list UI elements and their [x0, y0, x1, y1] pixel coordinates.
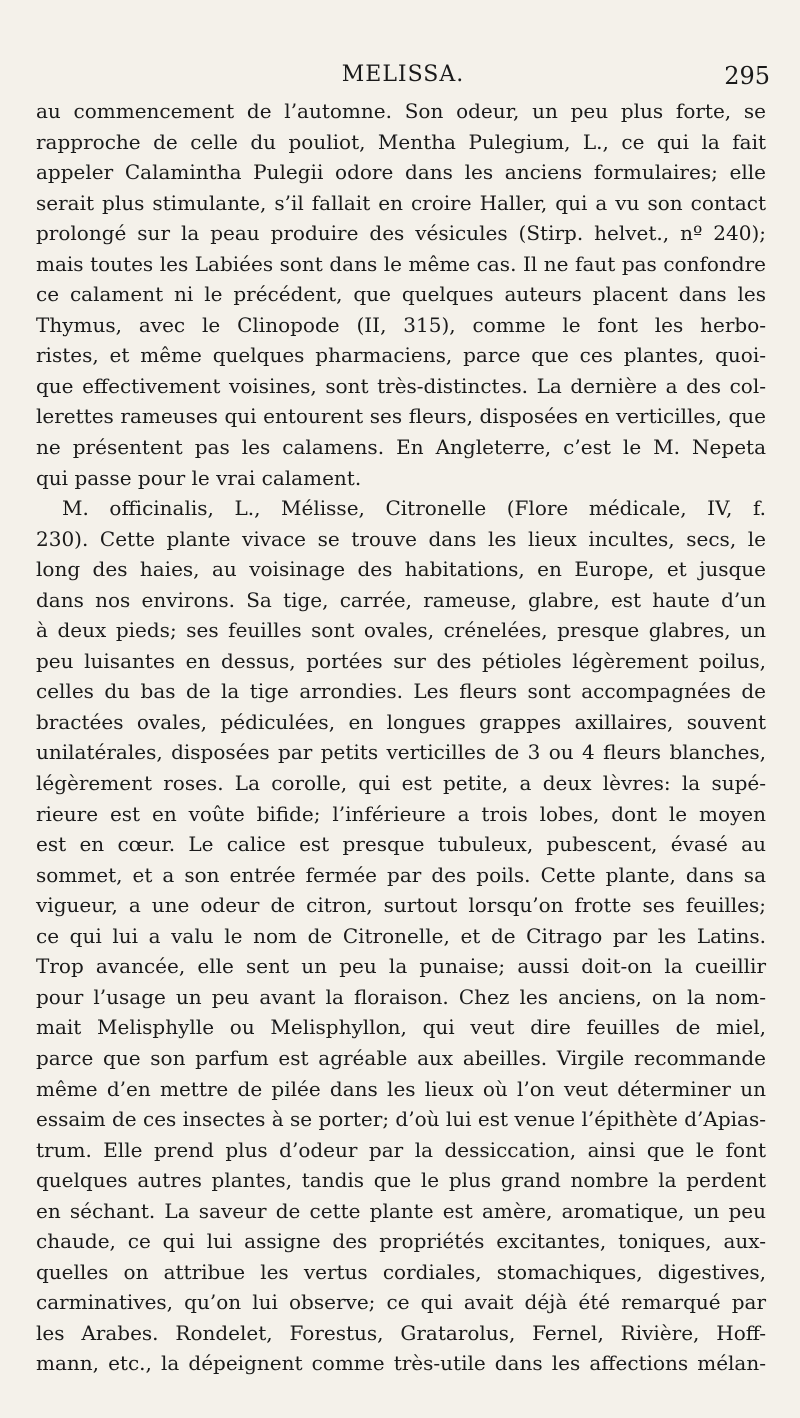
text-line: serait plus stimulante, s’il fallait en croire Haller, qui a vu son contact [36, 190, 766, 215]
text-line: rapproche de celle du pouliot, Mentha Pulegium, L., ce qui la fait [36, 129, 766, 154]
running-head: MELISSA. [341, 62, 465, 87]
text-line: ce calament ni le précédent, que quelques auteurs placent dans les [36, 282, 766, 307]
text-line: même d’en mettre de pilée dans les lieux où l’on veut déterminer un [36, 1076, 766, 1101]
text-line: 230). Cette plante vivace se trouve dans les lieux incultes, secs, le [36, 526, 766, 551]
text-line: pour l’usage un peu avant la floraison. Chez les anciens, on la nom- [36, 984, 766, 1009]
text-line: parce que son parfum est agréable aux abeilles. Virgile recommande [36, 1045, 766, 1070]
text-line: peu luisantes en dessus, portées sur des pétioles légèrement poilus, [36, 648, 766, 673]
text-line: qui passe pour le vrai calament. [36, 465, 362, 490]
text-line: au commencement de l’automne. Son odeur, un peu plus forte, se [36, 99, 766, 123]
text-line: celles du bas de la tige arrondies. Les fleurs sont accompagnées de [36, 679, 766, 704]
text-line: Trop avancée, elle sent un peu la punaise; aussi doit-on la cueillir [36, 954, 766, 979]
text-line: chaude, ce qui lui assigne des propriétés excitantes, toniques, aux- [36, 1229, 766, 1254]
text-line: à deux pieds; ses feuilles sont ovales, crénelées, presque glabres, un [36, 618, 766, 643]
text-line: quelques autres plantes, tandis que le plus grand nombre la perdent [36, 1168, 766, 1193]
text-line: long des haies, au voisinage des habitations, en Europe, et jusque [36, 557, 766, 582]
text-line: lerettes rameuses qui entourent ses fleurs, disposées en verticilles, que [36, 404, 766, 429]
body-text [36, 96, 766, 1379]
text-line: rieure est en voûte bifide; l’inférieure a trois lobes, dont le moyen [36, 801, 766, 826]
text-line: est en cœur. Le calice est presque tubuleux, pubescent, évasé au [36, 832, 766, 857]
text-line: carminatives, qu’on lui observe; ce qui avait déjà été remarqué par [36, 1290, 766, 1315]
text-line: légèrement roses. La corolle, qui est petite, a deux lèvres: la supé- [36, 771, 766, 796]
text-line: en séchant. La saveur de cette plante est amère, aromatique, un peu [36, 1198, 766, 1223]
text-line: dans nos environs. Sa tige, carrée, rameuse, glabre, est haute d’un [36, 587, 766, 612]
text-line: mais toutes les Labiées sont dans le même cas. Il ne faut pas confondre [36, 251, 766, 276]
text-line: vigueur, a une odeur de citron, surtout lorsqu’on frotte ses feuilles; [36, 893, 766, 918]
text-line: essaim de ces insectes à se porter; d’où lui est venue l’épithète d’Apias- [36, 1107, 766, 1132]
text-line: appeler Calamintha Pulegii odore dans les anciens formulaires; elle [36, 160, 766, 185]
text-line: mait Melisphylle ou Melisphyllon, qui veut dire feuilles de miel, [36, 1015, 766, 1040]
text-line: M. officinalis, L., Mélisse, Citronelle (Flore médicale, IV, f. [62, 496, 766, 521]
text-line: Thymus, avec le Clinopode (II, 315), comme le font les herbo- [36, 312, 766, 337]
text-line: mann, etc., la dépeignent comme très-utile dans les affections mélan- [36, 1351, 766, 1376]
text-line: sommet, et a son entrée fermée par des poils. Cette plante, dans sa [36, 862, 766, 887]
text-line: ce qui lui a valu le nom de Citronelle, et de Citrago par les Latins. [36, 923, 766, 948]
text-line: ristes, et même quelques pharmaciens, parce que ces plantes, quoi- [36, 343, 766, 368]
text-line: unilatérales, disposées par petits verticilles de 3 ou 4 fleurs blanches, [36, 740, 766, 765]
page-header [36, 62, 770, 96]
text-line: les Arabes. Rondelet, Forestus, Gratarolus, Fernel, Rivière, Hoff- [36, 1320, 766, 1345]
text-line: trum. Elle prend plus d’odeur par la dessiccation, ainsi que le font [36, 1137, 766, 1162]
page-number: 295 [724, 62, 770, 90]
text-line: quelles on attribue les vertus cordiales, stomachiques, digestives, [36, 1259, 766, 1284]
text-line: prolongé sur la peau produire des vésicules (Stirp. helvet., nº 240); [36, 221, 766, 246]
text-line: que effectivement voisines, sont très-distinctes. La dernière a des col- [36, 373, 766, 398]
text-line: bractées ovales, pédiculées, en longues grappes axillaires, souvent [36, 709, 766, 734]
text-line: ne présentent pas les calamens. En Angleterre, c’est le M. Nepeta [36, 435, 766, 460]
